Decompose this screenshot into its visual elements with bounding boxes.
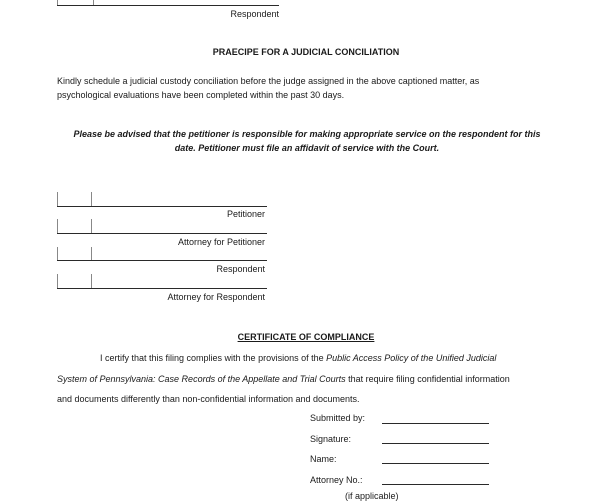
submitted-by-label: Submitted by:	[310, 413, 366, 423]
signature-tick	[57, 219, 58, 233]
caption-tick	[93, 0, 94, 5]
certificate-line	[100, 353, 560, 363]
petitioner-signature-line	[57, 206, 267, 207]
signature-blank[interactable]	[382, 443, 489, 444]
attorney-respondent-signature-line	[57, 288, 267, 289]
signature-tick	[57, 274, 58, 288]
signature-tick	[91, 274, 92, 288]
attorney-number-blank[interactable]	[382, 484, 489, 485]
signature-tick	[91, 219, 92, 233]
praecipe-body-line: Kindly schedule a judicial custody conciliation before the judge assigned in the above captioned matter, as	[57, 76, 480, 86]
praecipe-body-line: psychological evaluations have been completed within the past 30 days.	[57, 90, 345, 100]
petitioner-label: Petitioner	[226, 209, 265, 219]
signature-label: Signature:	[310, 434, 352, 444]
signature-tick	[91, 192, 92, 206]
respondent-caption-label: Respondent	[230, 9, 279, 19]
name-label: Name:	[310, 454, 337, 464]
certificate-text: I certify that this filing complies with the provisions of the	[100, 353, 327, 363]
signature-tick	[91, 247, 92, 260]
praecipe-body	[57, 74, 557, 102]
attorney-respondent-label: Attorney for Respondent	[167, 292, 265, 302]
certificate-line	[57, 374, 557, 384]
certificate-title: CERTIFICATE OF COMPLIANCE	[237, 332, 375, 342]
respondent-caption-line	[57, 5, 279, 6]
service-notice	[57, 127, 557, 155]
policy-name: Public Access Policy of the Unified Judicial	[326, 353, 497, 363]
service-notice-line: date. Petitioner must file an affidavit of service with the Court.	[174, 143, 440, 153]
attorney-petitioner-label: Attorney for Petitioner	[177, 237, 265, 247]
name-blank[interactable]	[382, 463, 489, 464]
certificate-text: that require filing confidential information	[345, 374, 510, 384]
if-applicable-note: (if applicable)	[345, 491, 399, 501]
respondent-signature-line	[57, 260, 267, 261]
attorney-petitioner-signature-line	[57, 233, 267, 234]
service-notice-line: Please be advised that the petitioner is responsible for making appropriate service on the respondent for this	[73, 129, 541, 139]
praecipe-title: PRAECIPE FOR A JUDICIAL CONCILIATION	[212, 47, 400, 57]
caption-tick	[57, 0, 58, 5]
policy-title: System of Pennsylvania: Case Records of the Appellate and Trial Courts	[57, 374, 346, 384]
signature-tick	[57, 247, 58, 260]
respondent-label: Respondent	[216, 264, 265, 274]
signature-tick	[57, 192, 58, 206]
attorney-number-label: Attorney No.:	[310, 475, 363, 485]
submitted-by-blank[interactable]	[382, 423, 489, 424]
certificate-line: and documents differently than non-confidential information and documents.	[57, 394, 360, 404]
